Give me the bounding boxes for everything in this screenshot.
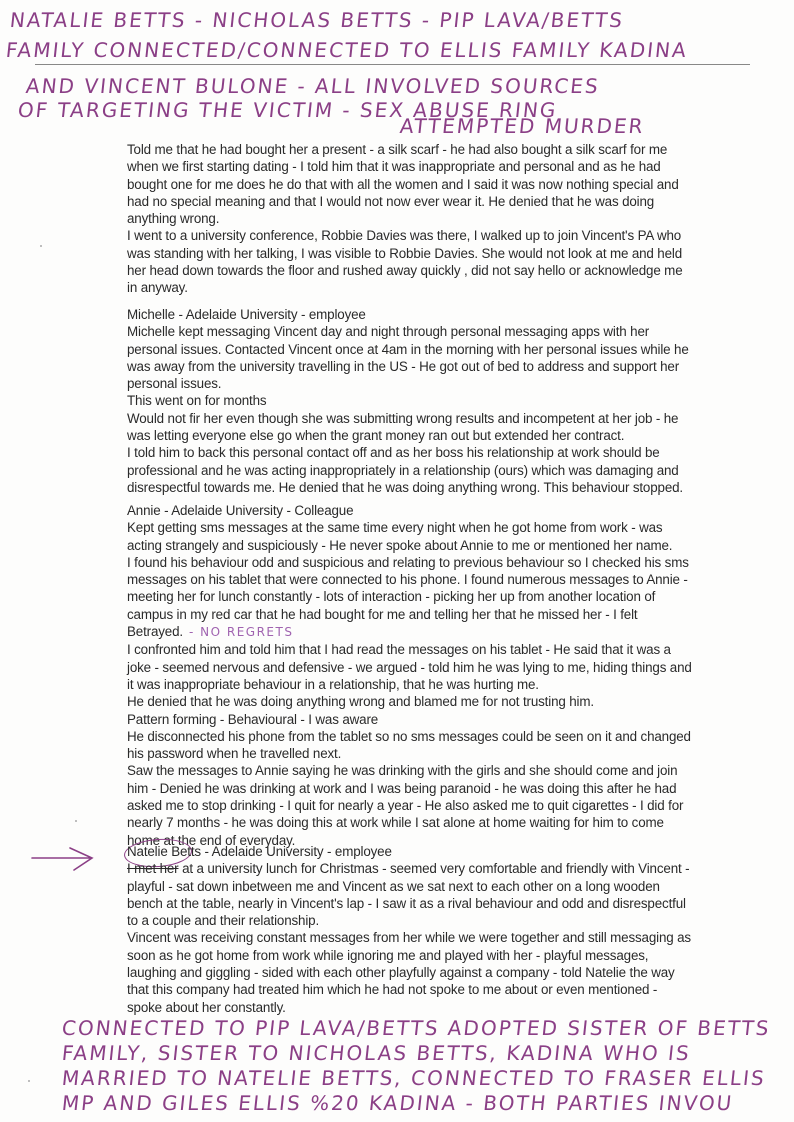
text-line: him - Denied he was drinking at work and I was being paranoid - he was doing this after he had (127, 780, 677, 796)
scan-speck (75, 820, 77, 822)
text-line: meeting her for lunch constantly - lots of interaction - picking her up from another location of (127, 589, 656, 605)
handwritten-line: AND VINCENT BULONE - ALL INVOLVED SOURCES (24, 74, 601, 98)
section-michelle (127, 306, 689, 496)
text-line: I went to a university conference, Robbie Davies was there, I walked up to join Vincent's PA who (127, 228, 682, 244)
section-natelie (127, 843, 691, 1016)
text-line: Kept getting sms messages at the same time every night when he got home from work - was (127, 520, 663, 536)
handwritten-line: NATALIE BETTS - NICHOLAS BETTS - PIP LAVA/BETTS (8, 8, 626, 32)
handwritten-line: ATTEMPTED MURDER (398, 114, 646, 138)
text-line: I told him to back this personal contact off and as her boss his relationship at work should be (127, 445, 660, 461)
scan-speck (28, 1080, 30, 1082)
handwritten-line: MARRIED TO NATELIE BETTS, CONNECTED TO FRASER ELLIS (60, 1066, 767, 1090)
text-line: nearly 7 months - he was doing this at work while I sat alone at home waiting for him to come (127, 815, 664, 831)
text-line: personal issues. Contacted Vincent once at 4am in the morning with her personal issues while he (127, 341, 689, 357)
text-line: that this company had treated him which he had not spoke to me about or even mentioned - (127, 982, 658, 998)
section-scarf (127, 141, 683, 297)
text-line: professional and he was acting inappropriately in a relationship (ours) which was damaging and (127, 462, 679, 478)
text-line (127, 623, 692, 641)
text-line: disrespectful towards me. He denied that he was doing anything wrong. This behaviour stopped. (127, 479, 683, 495)
text-line: messages on his tablet that were connected to his phone. I found numerous messages to Annie - (127, 572, 688, 588)
text-line: her head down towards the floor and rushed away quickly , did not say hello or acknowledge me (127, 263, 683, 279)
heading-rest: - Adelaide University - employee (200, 844, 392, 859)
handwritten-arrow-icon (30, 846, 120, 876)
text-line: Saw the messages to Annie saying he was drinking with the girls and she should come and join (127, 763, 678, 779)
text-line: Pattern forming - Behavioural - I was aware (127, 711, 379, 727)
text-line: Michelle kept messaging Vincent day and night through personal messaging apps with her (127, 324, 650, 340)
text-line: personal issues. (127, 376, 222, 392)
text-line: campus in my red car that he had bought for me and telling her that he missed her - I felt (127, 606, 638, 622)
text-line: joke - seemed nervous and defensive - we argued - told him he was lying to me, hiding things and (127, 659, 692, 675)
text-line: to a couple and their relationship. (127, 913, 320, 929)
text-line: I found his behaviour odd and suspicious and relating to previous behaviour so I checked his sms (127, 554, 689, 570)
handwritten-line: OF TARGETING THE VICTIM - SEX ABUSE RING (16, 98, 559, 122)
handwritten-line: FAMILY, SISTER TO NICHOLAS BETTS, KADINA WHO IS (60, 1041, 692, 1065)
text-line: I confronted him and told him that I had read the messages on his tablet - He said that it was a (127, 642, 671, 658)
section-annie (127, 502, 692, 849)
text-fragment: at a university lunch for Christmas - seemed very comfortable and friendly with Vincent - (178, 861, 690, 877)
text-line: was letting everyone else go when the grant money ran out but extended her contract. (127, 428, 625, 444)
scan-speck (40, 245, 42, 247)
text-line: spoke about her constantly. (127, 999, 286, 1015)
text-line: had no special meaning and that I would not now ever wear it. He denied that he was doing (127, 193, 655, 209)
text-fragment: Betrayed. (127, 624, 183, 640)
text-line: soon as he got home from work while ignoring me and played with her - playful messages, (127, 947, 649, 963)
handwritten-line: CONNECTED TO PIP LAVA/BETTS ADOPTED SISTER OF BETTS (60, 1016, 772, 1040)
struck-text: I met her (127, 861, 179, 877)
text-line: playful - sat down inbetween me and Vincent as we sat next to each other on a long wooden (127, 878, 660, 894)
text-line: home at the end of everyday. (127, 832, 296, 848)
section-heading: Annie - Adelaide University - Colleague (127, 503, 354, 518)
text-line (127, 860, 691, 877)
text-line: anything wrong. (127, 211, 220, 227)
text-line: bench at the table, nearly in Vincent's lap - I saw it as a rival behaviour and odd and disrespectful (127, 895, 686, 911)
handwritten-note: - NO REGRETS (188, 625, 294, 640)
section-heading: Michelle - Adelaide University - employee (127, 307, 366, 322)
text-line: in anyway. (127, 280, 188, 296)
handwritten-line: MP AND GILES ELLIS %20 KADINA - BOTH PARTIES INVOU (60, 1091, 735, 1115)
text-line: it was inappropriate behaviour in a relationship, that he was hurting me. (127, 676, 539, 692)
text-line: bought one for me does he do that with all the women and I said it was now nothing special and (127, 176, 679, 192)
text-line: was standing with her talking, I was visible to Robbie Davies. She would not look at me and held (127, 245, 683, 261)
text-line: when we first starting dating - I told him that it was inappropriate and personal and as he had (127, 159, 661, 175)
handwritten-underline (35, 64, 750, 65)
text-line: his password when he travelled next. (127, 746, 342, 762)
text-line: laughing and giggling - sided with each other playfully against a company - told Natelie the way (127, 965, 675, 981)
text-line: He disconnected his phone from the tablet so no sms messages could be seen on it and changed (127, 728, 691, 744)
text-line: Would not fir her even though she was submitting wrong results and incompetent at her job - he (127, 410, 679, 426)
text-line: He denied that he was doing anything wrong and blamed me for not trusting him. (127, 694, 594, 710)
circled-name: Natelie Betts (127, 844, 201, 859)
text-line: acting strangely and suspiciously - He never spoke about Annie to me or mentioned her name. (127, 537, 673, 553)
handwritten-line: FAMILY CONNECTED/CONNECTED TO ELLIS FAMILY KADINA (4, 38, 690, 62)
text-line: Told me that he had bought her a present - a silk scarf - he had also bought a silk scarf for me (127, 142, 668, 157)
text-line: Vincent was receiving constant messages from her while we were together and still messaging as (127, 930, 691, 946)
text-line: This went on for months (127, 393, 267, 409)
text-line: was away from the university travelling in the US - He got out of bed to address and support her (127, 358, 680, 374)
text-line: asked me to stop drinking - I quit for nearly a year - He also asked me to quit cigarettes - I did for (127, 798, 684, 814)
section-heading (127, 843, 691, 860)
